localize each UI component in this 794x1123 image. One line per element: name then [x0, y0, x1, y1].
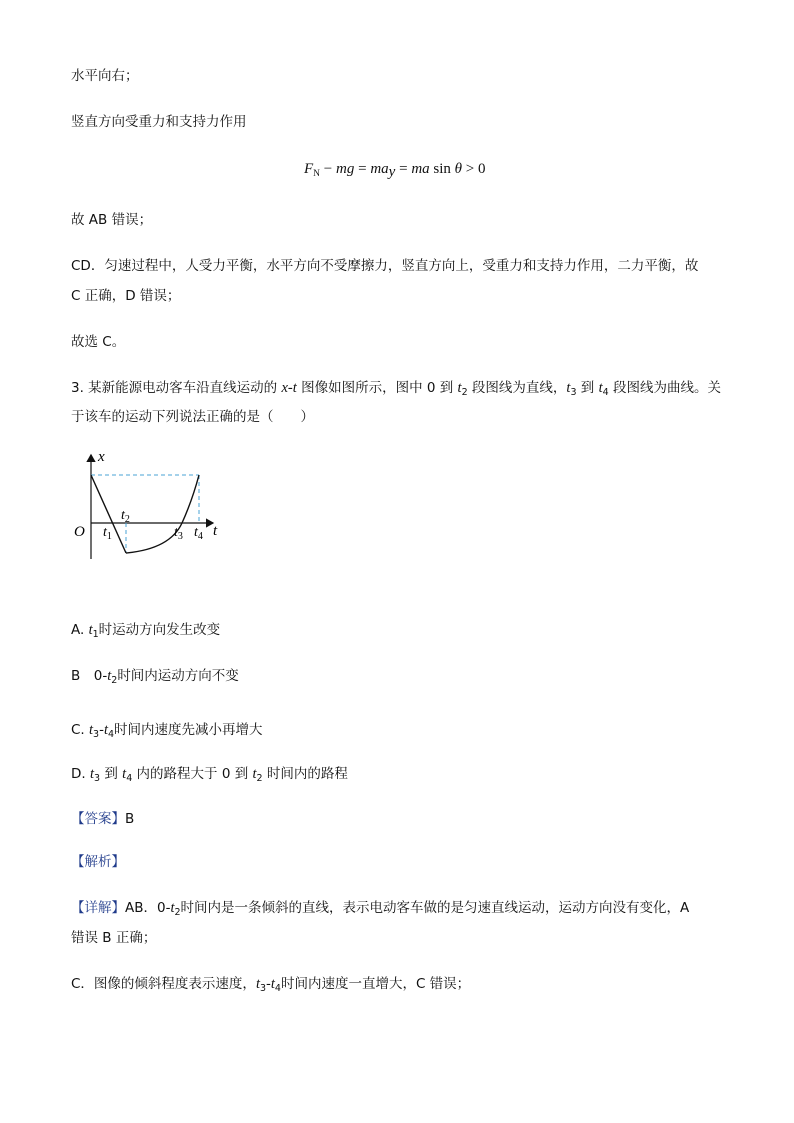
option-b: B $0-t_2$时间内运动方向不变 — [71, 668, 239, 686]
formula-normal-force: $F_N$ − mg = $ma_y$ = ma sin θ > 0 — [304, 161, 486, 180]
option-a: A. $t_1$时运动方向发生改变 — [71, 622, 221, 640]
question-stem-line2: 于该车的运动下列说法正确的是（ ） — [71, 409, 314, 425]
solution-text-line: 水平向右； — [71, 68, 139, 84]
axis-label-t: t — [213, 523, 218, 539]
tick-label-t1: $t_1$ — [103, 525, 112, 542]
axis-label-x: x — [98, 449, 105, 465]
solution-text-line: 故 AB 错误； — [71, 212, 153, 228]
solution-text-line: C 正确，D 错误； — [71, 288, 181, 304]
answer-line — [71, 809, 134, 829]
answer-value: B — [125, 811, 135, 827]
detail-line-3: C．图像的倾斜程度表示速度，$t_3-t_4$时间内速度一直增大，C 错误； — [71, 976, 471, 994]
tick-label-t4: $t_4$ — [194, 525, 203, 542]
xt-graph-figure — [70, 445, 230, 570]
detail-line-2: 错误 B 正确； — [71, 930, 157, 946]
solution-text-line: CD．匀速过程中，人受力平衡，水平方向不受摩擦力，竖直方向上，受重力和支持力作用，二力平衡，故 — [71, 258, 699, 274]
graph-curve-segment — [126, 475, 199, 553]
detail-line-1: 【详解】AB．$0-t_2$时间内是一条倾斜的直线，表示电动客车做的是匀速直线运动，运动方向没有变化，A — [71, 900, 690, 918]
solution-text-line: 竖直方向受重力和支持力作用 — [71, 114, 247, 130]
solution-text-line: 故选 C。 — [71, 334, 126, 350]
analysis-label: 【解析】 — [71, 854, 125, 870]
question-stem: 3. 某新能源电动客车沿直线运动的 x-t 图像如图所示，图中 0 到 $t_2$ 段图线为直线，$t_3$ 到 $t_4$ 段图线为曲线。关 — [71, 380, 721, 398]
origin-label: O — [74, 524, 85, 540]
answer-label: 【答案】 — [71, 811, 125, 827]
option-c: C. $t_3-t_4$时间内速度先减小再增大 — [71, 722, 263, 740]
option-d: D. $t_3$ 到 $t_4$ 内的路程大于 0 到 $t_2$ 时间内的路程 — [71, 766, 348, 784]
tick-label-t3: $t_3$ — [174, 525, 183, 542]
tick-label-t2: $t_2$ — [121, 508, 130, 525]
